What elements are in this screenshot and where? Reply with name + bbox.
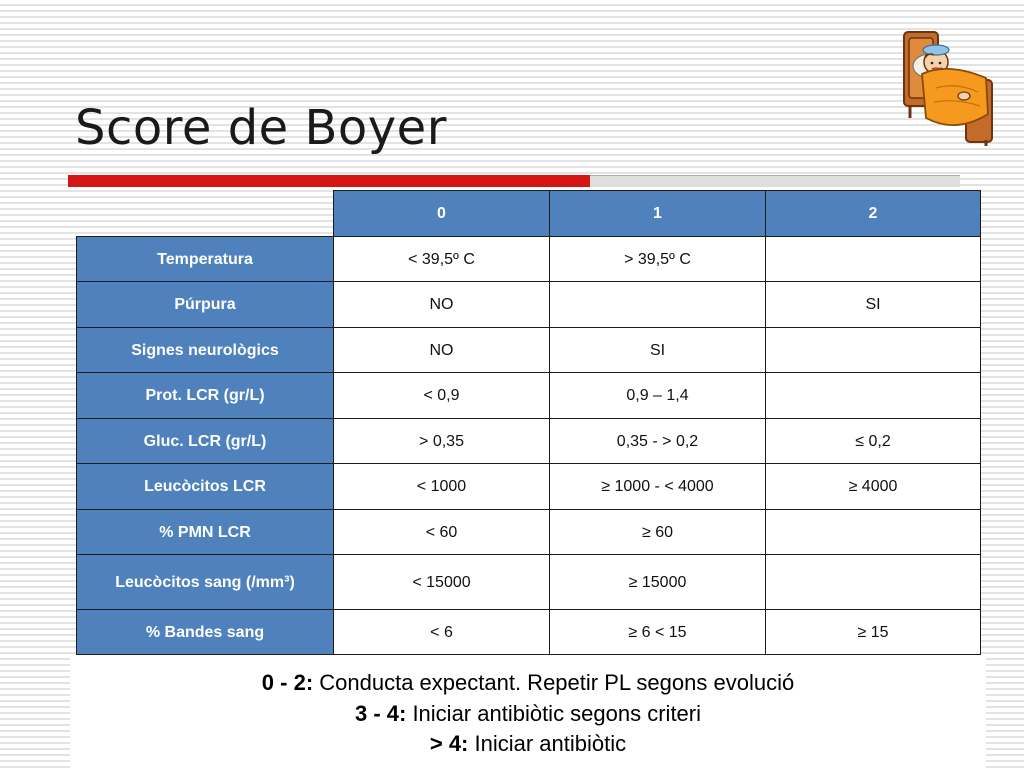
interpretation-text: Iniciar antibiòtic bbox=[468, 731, 627, 756]
table-cell bbox=[766, 555, 981, 610]
table-cell: < 39,5º C bbox=[334, 237, 550, 282]
table-row bbox=[77, 419, 981, 464]
table-header-row bbox=[77, 191, 981, 237]
row-label: % PMN LCR bbox=[77, 510, 334, 555]
table-row bbox=[77, 555, 981, 610]
table-row bbox=[77, 237, 981, 282]
table-cell: < 15000 bbox=[334, 555, 550, 610]
column-header-2: 2 bbox=[766, 191, 981, 237]
table-cell: ≥ 60 bbox=[550, 510, 766, 555]
table-row bbox=[77, 464, 981, 510]
table-cell: ≥ 1000 - < 4000 bbox=[550, 464, 766, 510]
interpretation-text: Conducta expectant. Repetir PL segons evolució bbox=[313, 670, 795, 695]
table-cell bbox=[766, 237, 981, 282]
sick-child-in-bed-icon bbox=[896, 22, 1000, 148]
score-range: 3 - 4: bbox=[354, 701, 407, 726]
title-rule-gray bbox=[590, 175, 960, 187]
table-row bbox=[77, 510, 981, 555]
table-cell: > 0,35 bbox=[334, 419, 550, 464]
table-cell: ≥ 15000 bbox=[550, 555, 766, 610]
table-cell: SI bbox=[550, 328, 766, 373]
table-cell bbox=[766, 328, 981, 373]
table-cell: ≥ 6 < 15 bbox=[550, 610, 766, 655]
table-cell: ≥ 4000 bbox=[766, 464, 981, 510]
row-label: Prot. LCR (gr/L) bbox=[77, 373, 334, 419]
row-label: Púrpura bbox=[77, 282, 334, 328]
score-range: 0 - 2: bbox=[261, 670, 314, 695]
table-row bbox=[77, 282, 981, 328]
table-cell: > 39,5º C bbox=[550, 237, 766, 282]
row-label: Leucòcitos LCR bbox=[77, 464, 334, 510]
table-cell: NO bbox=[334, 328, 550, 373]
title-rule-line bbox=[590, 175, 960, 176]
row-label: % Bandes sang bbox=[77, 610, 334, 655]
table-row bbox=[77, 373, 981, 419]
table-row bbox=[77, 610, 981, 655]
interpretation-text: Iniciar antibiòtic segons criteri bbox=[406, 701, 702, 726]
table-cell: ≤ 0,2 bbox=[766, 419, 981, 464]
table-cell bbox=[766, 373, 981, 419]
slide-title: Score de Boyer bbox=[75, 100, 447, 156]
table-cell: NO bbox=[334, 282, 550, 328]
title-rule-red bbox=[68, 175, 590, 187]
interpretation-line bbox=[70, 670, 986, 696]
row-label: Gluc. LCR (gr/L) bbox=[77, 419, 334, 464]
table-cell bbox=[766, 510, 981, 555]
score-interpretation-box bbox=[70, 658, 986, 768]
table-cell: < 6 bbox=[334, 610, 550, 655]
column-header-0: 0 bbox=[334, 191, 550, 237]
table-cell: < 1000 bbox=[334, 464, 550, 510]
table-cell bbox=[550, 282, 766, 328]
column-header-1: 1 bbox=[550, 191, 766, 237]
table-cell: < 0,9 bbox=[334, 373, 550, 419]
table-cell: 0,35 - > 0,2 bbox=[550, 419, 766, 464]
table-cell: < 60 bbox=[334, 510, 550, 555]
interpretation-line bbox=[70, 731, 986, 757]
row-label: Leucòcitos sang (/mm³) bbox=[77, 555, 334, 610]
table-corner bbox=[77, 191, 334, 237]
interpretation-line bbox=[70, 701, 986, 727]
table-cell: 0,9 – 1,4 bbox=[550, 373, 766, 419]
row-label: Signes neurològics bbox=[77, 328, 334, 373]
score-table bbox=[76, 190, 981, 655]
score-range: > 4: bbox=[429, 731, 469, 756]
table-cell: ≥ 15 bbox=[766, 610, 981, 655]
row-label: Temperatura bbox=[77, 237, 334, 282]
table-row bbox=[77, 328, 981, 373]
table-cell: SI bbox=[766, 282, 981, 328]
